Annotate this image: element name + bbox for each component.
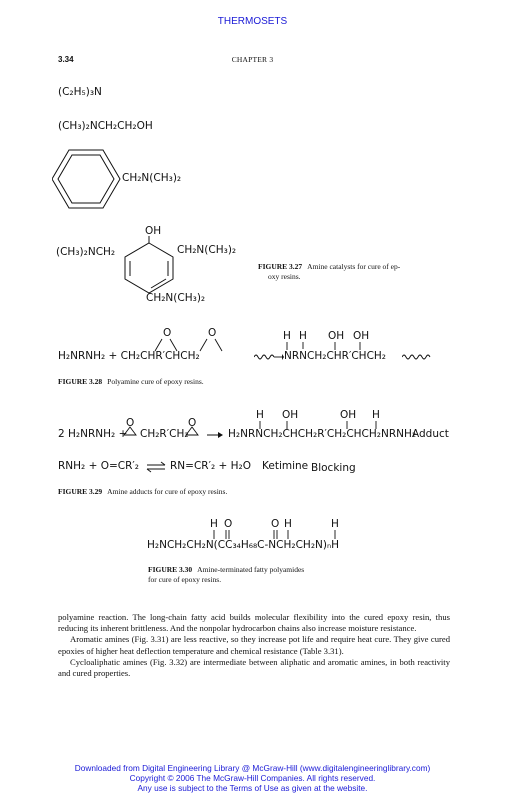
polyamide-hydrogen-1: H [210,518,218,530]
dimethylaminoethanol-formula: (CH₃)₂NCH₂CH₂OH [58,120,153,132]
epoxide-oxygen-left: O [163,327,172,339]
figure-3-30-label: FIGURE 3.30 [148,565,193,574]
page-number: 3.34 [58,55,74,64]
polyamide-hydrogen-3: H [331,518,339,530]
equilibrium-arrow-icon [146,461,166,473]
figure-3-29-epoxide-middle: CH₂R′CH₂ [140,428,189,440]
body-text [58,612,450,679]
running-header: THERMOSETS [217,16,288,27]
chapter-label: CHAPTER 3 [231,55,274,64]
figure-3-29-adduct-product: H₂NRNCH₂CHCH₂R′CH₂CHCH₂NRNH₂ [228,428,417,440]
footer-terms-link[interactable]: Any use is subject to the Terms of Use as given at the website. [137,783,368,793]
adduct-hydroxyl-right: OH [340,409,357,421]
ketimine-reactants: RNH₂ + O=CR′₂ [58,460,140,472]
phenol-hydroxyl: OH [145,225,162,237]
body-paragraph-1: polyamine reaction. The long-chain fatty acid builds molecular flexibility into the cured epoxy resin, thus reducing its inherent brittleness. And the nonpolar hydrocarbon chains also increase moisture resistance. [58,612,450,634]
adduct-label: Adduct [412,428,449,440]
figure-3-29-reactants: 2 H₂NRNH₂ + [58,428,128,440]
benzyl-substituent: CH₂N(CH₃)₂ [122,172,182,184]
epoxide-oxygen-right: O [208,327,217,339]
figure-3-28-product: NRNCH₂CHR′CHCH₂ [284,350,387,362]
polyamide-formula: H₂NCH₂CH₂N(CC₃₄H₆₈C-NCH₂CH₂N)ₙH [147,539,340,551]
hydroxyl-1: OH [328,330,345,342]
wavy-bond-right-icon [402,352,432,362]
figure-3-27-label: FIGURE 3.27 [258,262,303,271]
wavy-bond-left-icon [254,352,284,362]
ketimine-label: Ketimine [262,460,309,472]
footer [0,763,505,793]
phenol-left-substituent: (CH₃)₂NCH₂ [56,246,116,258]
polyamide-hydrogen-2: H [284,518,292,530]
phenol-ring [121,235,177,295]
ketimine-products: RN=CR′₂ + H₂O [170,460,252,472]
footer-download-link[interactable]: Downloaded from Digital Engineering Library @ McGraw-Hill (www.digitalengineeringlibrary.com) [74,763,431,773]
figure-3-29-caption: FIGURE 3.29 Amine adducts for cure of epoxy resins. [58,487,228,496]
amine-hydrogen-1: H [283,330,291,342]
adduct-epoxide-oxygen-left: O [126,417,135,429]
triethylamine-formula: (C₂H₅)₃N [58,86,102,98]
figure-3-28-label: FIGURE 3.28 [58,377,103,386]
figure-3-28-reactants: H₂NRNH₂ + CH₂CHR′CHCH₂ [58,350,200,362]
benzene-ring [52,148,122,210]
figure-3-30-caption: FIGURE 3.30 Amine-terminated fatty polyamides for cure of epoxy resins. [148,565,305,584]
adduct-hydrogen-right: H [372,409,380,421]
body-paragraph-2: Aromatic amines (Fig. 3.31) are less reactive, so they increase pot life and require heat cure. They give cured epoxies of higher heat deflection temperature and chemical resistance (Table 3.31). [58,634,450,656]
body-paragraph-3: Cycloaliphatic amines (Fig. 3.32) are intermediate between aliphatic and aromatic amines, in both reactivity and cured properties. [58,656,450,679]
adduct-epoxide-oxygen-right: O [188,417,197,429]
polyamide-oxygen-2: O [271,518,280,530]
reaction-arrow-icon [207,431,223,439]
polyamide-oxygen-1: O [224,518,233,530]
phenol-right-substituent: CH₂N(CH₃)₂ [177,244,237,256]
figure-3-29-label: FIGURE 3.29 [58,487,103,496]
adduct-hydrogen-left: H [256,409,264,421]
figure-3-27-caption: FIGURE 3.27 Amine catalysts for cure of ep- oxy resins. [258,262,401,281]
hydroxyl-2: OH [353,330,370,342]
adduct-hydroxyl-left: OH [282,409,299,421]
amine-hydrogen-2: H [299,330,307,342]
phenol-bottom-substituent: CH₂N(CH₃)₂ [146,292,206,304]
blocking-label: Blocking [311,462,356,474]
figure-3-28-caption: FIGURE 3.28 Polyamine cure of epoxy resins. [58,377,204,386]
footer-copyright: Copyright © 2006 The McGraw-Hill Companies. All rights reserved. [129,773,376,783]
